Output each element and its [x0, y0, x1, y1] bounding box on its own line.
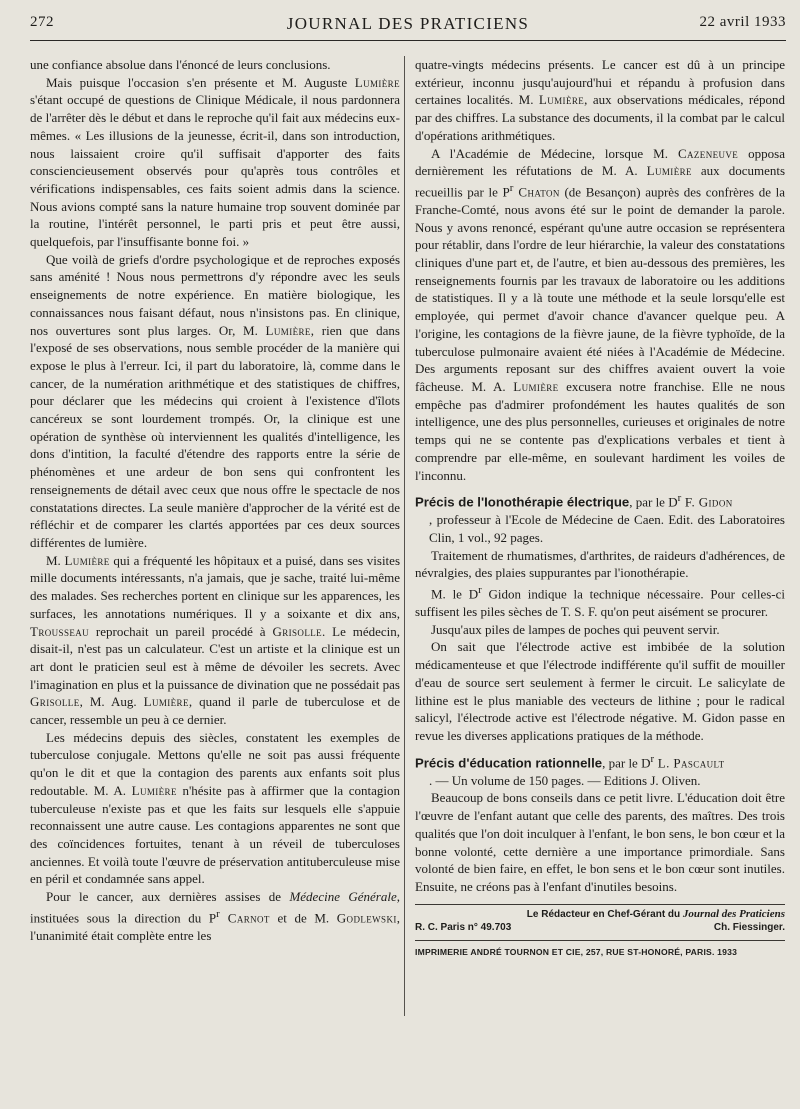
paragraph: M. Lumière qui a fréquenté les hôpitaux et a puisé, dans ses visites mille documents intéressants, n'a jamais, que je sache, traité lui-même des malades. Ses recherches portent en clinique sur les apparences, les surfaces, les annotations numériques. Il y a soixante et dix ans, Trousseau reprochait un pareil procédé à Grisolle. Le médecin, disait-il, n'est pas un calculateur. C'est un artiste et la clinique est un art dont le praticien seul est à même de dévoiler les secrets. Avec l'imagination en plus et la puissance de divination que ne possédait pas Grisolle, M. Aug. Lumière, quand il parle de tuberculose et de cancer, ressemble un peu à ce dernier.: [30, 552, 401, 728]
paragraph: Traitement de rhumatismes, d'arthrites, de raideurs d'adhérences, de névralgies, des plaies suppurantes par l'ionothérapie.: [415, 547, 785, 581]
paragraph: quatre-vingts médecins présents. Le cancer est dû à un principe extérieur, inconnu jusqu'aujourd'hui et répandu à profusion dans certaines localités. M. Lumière, aux observations médicales, répond par des chiffres. La substance des documents, il la combat par le calcul d'opérations arithmétiques.: [415, 57, 785, 143]
issue-date: 22 avril 1933: [699, 14, 786, 30]
footer-separator: [415, 904, 785, 905]
gerant-name: Ch. Fiessinger.: [713, 921, 785, 933]
rc-number: R. C. Paris n° 49.703: [415, 921, 512, 933]
paragraph: On sait que l'électrode active est imbibée de la solution médicamenteuse et que l'électrode indifférente qu'il suffit de mouiller d'eau de source sert seulement à fermer le circuit. Le salicylate de lithine est le plus maniable des vecteurs de lithine ; pour le radical salicyl, l'électrode active est l'électrode négative. M. Gidon passe en revue les diverses applications pratiques de la méthode.: [415, 639, 785, 743]
book-review-education: [415, 751, 785, 896]
paragraph: une confiance absolue dans l'énoncé de leurs conclusions.: [30, 57, 331, 72]
paragraph: Jusqu'aux piles de lampes de poches qui peuvent servir.: [431, 621, 720, 637]
review-bibliography: . — Un volume de 150 pages. — Editions J. Oliven.: [429, 772, 701, 788]
review-heading: Précis d'éducation rationnelle, par le $D^r$ L. Pascault: [415, 752, 725, 771]
paragraph: Beaucoup de bons conseils dans ce petit livre. L'éducation doit être l'œuvre de l'enfant autant que celle des parents, des maîtres. Des trois qualités que l'on doit inculquer à l'enfant, le bon sens, le bon cœur et la bonne volonté, cette dernière a une importance primordiale. Sans volonté de bien faire, en effet, le bon sens et le bon cœur sont inutiles. Ensuite, ne créons pas à l'enfant d'inutiles besoins.: [415, 790, 785, 894]
paragraph: Pour le cancer, aux dernières assises de Médecine Générale, instituées sous la direction du $P^r$ Carnot et de M. Godlewski, l'unanimité était complète entre les: [30, 889, 400, 943]
book-review-ionotherapie: [415, 490, 785, 745]
journal-title: JOURNAL DES PRATICIENS: [286, 14, 530, 33]
paragraph: Mais puisque l'occasion s'en présente et M. Auguste Lumière s'étant occupé de questions de Clinique Médicale, il nous pardonnera de l'arrêter dès le début et dans le reproche qu'il fait aux médecins eux-mêmes. « Les illusions de la jeunesse, écrit-il, dans son introduction, nous laissaient croire qu'il suffisait d'apporter des faits consciencieusement observés pour qu'après tous contrôles et vérifications indispensables, ces faits soient admis dans la science. Nous avions compté sans la nature humaine trop souvent dominée par la routine, l'intérêt personnel, le parti pris et peut être aussi, quelquefois, par l'insuffisante bonne foi. »: [30, 74, 400, 250]
page-number: 272: [30, 14, 54, 30]
rc-line: [415, 921, 785, 934]
right-column: [415, 56, 785, 961]
review-heading: Précis de l'Ionothérapie électrique, par le $D^r$ F. Gidon: [415, 492, 733, 510]
paragraph: Les médecins depuis des siècles, constatent les exemples de tuberculose conjugale. Mettons qu'elle ne soit pas aussi fréquente qu'on le dit et que la contagion des parents aux enfants soit plus redoutable. M. A. Lumière n'hésite pas à affirmer que la contagion tuberculeuse n'existe pas et que les faits sur lesquels elle s'appuie reconnaissent une autre cause. Les contagions apparentes ne sont que des coïncidences fortuites, tenant à un réveil de tuberculoses anciennes. Et voilà toute l'œuvre de préservation antituberculeuse mise en péril et condamnée sans appel.: [30, 729, 400, 887]
paragraph: Que voilà de griefs d'ordre psychologique et de reproches exposés sans aménité ! Nous nous permettrons d'y répondre avec les seuls enseignements de notre expérience. En matière biologique, les connaissances nous faisant défaut, nous n'insistons pas. En clinique, nos ouvertures sont plus larges. Or, M. Lumière, rien que dans l'exposé de ses observations, nous semble procéder de la manière qui expose le plus à l'erreur. Ici, il part du laboratoire, là, comme dans le cancer, de la numération arithmétique et des statistiques de chiffres, pour déclarer que les médecins qui croient à l'existence d'îlots cancéreux se sont lourdement trompés. Or, la clinique est une opération de synthèse où interviennent les qualités d'intelligence, les dons d'intition, la faculté d'étendre des rapports entre la série de phénomènes et une ardeur de bon sens qui confrontent les renseignements de détail avec ceux que nous offre le spectacle de nos constatations directes. La seule manière d'approcher de la vérité est de réfléchir et de comparer les clartés apportées par ces deux sources différentes de lumière.: [30, 251, 400, 550]
printer-imprint: IMPRIMERIE ANDRÉ TOURNON ET CIE, 257, RUE ST-HONORÉ, PARIS. 1933: [415, 940, 785, 962]
left-column: [30, 56, 400, 944]
paragraph: A l'Académie de Médecine, lorsque M. Cazeneuve opposa dernièrement les réfutations de M. A. Lumière aux documents recueillis par le $P^r$ Chaton (de Besançon) auprès des confrères de la Franche-Comté, nous avons été sur le point de demander la parole. Nous y avons renoncé, espérant qu'une autre occasion se représentera pour rétablir, dans l'ordre de leur hiérarchie, la valeur des constatations cliniques d'une part et, de l'autre, et bien au-dessous des premières, les renseignements fournis par les travaux de laboratoire ou les additions de statistiques. Il y a là toute une méthode et la seule lorsqu'elle est employée, qui permet d'avoir chance d'avancer quelque peu. A l'origine, les contagions de la fièvre jaune, de la fièvre typhoïde, de la tuberculose pulmonaire avaient été niées à l'Académie de Médecine. Des arguments reposant sur des chiffres avaient ouvert la voie fâcheuse. M. A. Lumière excusera notre franchise. Elle ne nous empêche pas d'admirer profondément les hautes qualités de son intelligence, une des plus personnelles, curieuses et originales de notre temps qui ne se contente pas d'explications verbales et tient à comprendre par elle-même, en soulevant hardiment les voiles de l'inconnu.: [415, 145, 786, 483]
gerant-line: Le Rédacteur en Chef-Gérant du Journal des Praticiens: [526, 907, 785, 920]
paragraph: M. le $D^r$ Gidon indique la technique nécessaire. Pour celles-ci suffisent les piles sèches de T. S. F. qu'on peut aisément se procurer.: [415, 584, 785, 620]
review-bibliography: , professeur à l'Ecole de Médecine de Caen. Edit. des Laboratoires Clin, 1 vol., 92 pages.: [429, 512, 785, 545]
column-divider: [404, 56, 405, 1016]
page-header: [30, 14, 786, 41]
